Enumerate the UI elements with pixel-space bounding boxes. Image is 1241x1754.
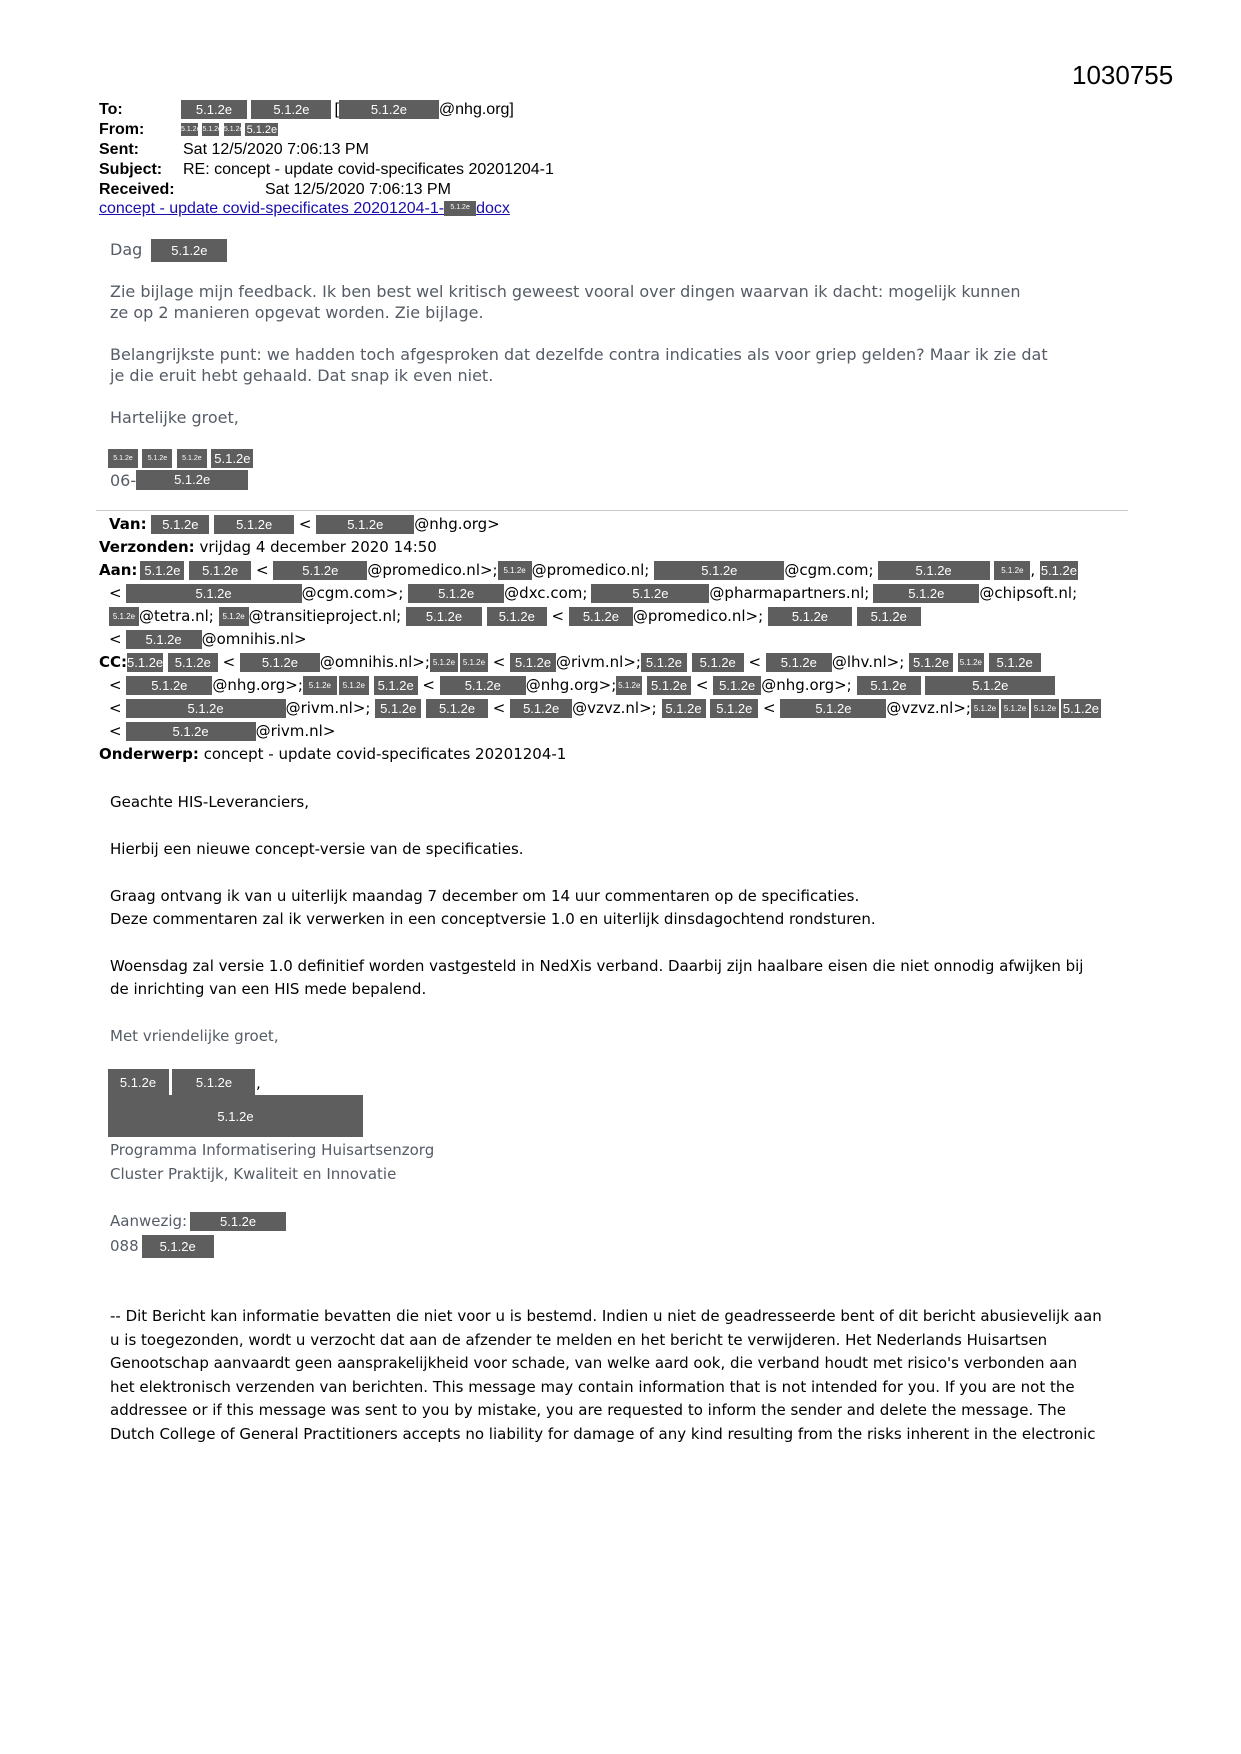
message-salutation: Geachte HIS-Leveranciers, bbox=[110, 793, 309, 811]
redaction: 5.1.2e bbox=[487, 607, 547, 626]
redaction: 5.1.2e bbox=[989, 653, 1041, 672]
aanwezig-line bbox=[110, 1211, 286, 1231]
address-domain: @chipsoft.nl; bbox=[979, 584, 1078, 602]
greeting-text: Dag bbox=[110, 240, 143, 259]
phone-prefix: 088 bbox=[110, 1237, 139, 1255]
redaction: 5.1.2e bbox=[140, 561, 184, 580]
disclaimer-line: addressee or if this message was sent to you by mistake, you are requested to inform the sender and delete the message. The bbox=[110, 1401, 1066, 1419]
text-line: Graag ontvang ik van u uiterlijk maandag 7 december om 14 uur commentaren op de specificaties. bbox=[110, 887, 860, 905]
subject-label: Subject: bbox=[99, 161, 163, 178]
redaction: 5.1.2e bbox=[768, 607, 852, 626]
redaction: 5.1.2e bbox=[214, 515, 294, 534]
redaction: 5.1.2e bbox=[1040, 563, 1077, 578]
reply-greeting bbox=[110, 239, 227, 262]
redaction: 5.1.2e bbox=[126, 630, 202, 649]
redaction: 5.1.2e bbox=[406, 607, 482, 626]
redaction: 5.1.2e bbox=[766, 653, 832, 672]
redaction: 5.1.2e bbox=[168, 653, 218, 672]
redaction: 5.1.2e bbox=[780, 699, 886, 718]
to-line: To: 5.1.2e 5.1.2e [ 5.1.2e @nhg.org] bbox=[99, 101, 514, 118]
disclaimer bbox=[110, 1305, 1102, 1446]
redaction: 5.1.2e bbox=[426, 699, 488, 718]
redaction: 5.1.2e bbox=[591, 584, 709, 603]
redaction: 5.1.2e bbox=[211, 449, 253, 468]
address-domain: @omnihis.nl> bbox=[201, 630, 307, 648]
address-domain: @rivm.nl>; bbox=[285, 699, 371, 717]
sent-value: Sat 12/5/2020 7:06:13 PM bbox=[183, 141, 369, 158]
redaction: 5.1.2e bbox=[408, 584, 504, 603]
redaction: 5.1.2e bbox=[873, 584, 979, 603]
address-domain: @cgm.com>; bbox=[301, 584, 404, 602]
address-domain: @nhg.org>; bbox=[525, 676, 617, 694]
redaction: 5.1.2e bbox=[151, 239, 227, 262]
message-paragraph-2 bbox=[110, 886, 876, 929]
address-domain: @nhg.org>; bbox=[212, 676, 303, 694]
redaction: 5.1.2e bbox=[710, 699, 758, 718]
sent-label: Sent: bbox=[99, 141, 139, 158]
redaction: 5.1.2e bbox=[110, 1072, 166, 1094]
address-domain: @transitieproject.nl; bbox=[248, 607, 402, 625]
redaction: 5.1.2e bbox=[460, 653, 488, 672]
aan-label: Aan: bbox=[99, 561, 138, 579]
address-domain: @promedico.nl>; bbox=[632, 607, 764, 625]
onderwerp-value: concept - update covid-specificates 20201204-1 bbox=[203, 745, 567, 763]
address-domain: @cgm.com; bbox=[784, 561, 874, 579]
signature-comma: , bbox=[256, 1074, 261, 1092]
redaction: 5.1.2e bbox=[654, 561, 784, 580]
text-line: Belangrijkste punt: we hadden toch afgesproken dat dezelfde contra indicaties als voor griep gelden? Maar ik zie dat bbox=[110, 345, 1048, 364]
reply-paragraph-1 bbox=[110, 281, 1021, 323]
redaction: 5.1.2e bbox=[273, 561, 367, 580]
redaction: 5.1.2e bbox=[1062, 701, 1100, 716]
redaction: 5.1.2e bbox=[181, 123, 198, 136]
redaction: 5.1.2e bbox=[126, 722, 256, 741]
redaction: 5.1.2e bbox=[189, 561, 251, 580]
sent-line bbox=[99, 140, 369, 160]
text-line: je die eruit hebt gehaald. Dat snap ik even niet. bbox=[110, 366, 494, 385]
address-domain: @vzvz.nl>; bbox=[886, 699, 971, 717]
address-domain: @pharmapartners.nl; bbox=[709, 584, 870, 602]
redaction: 5.1.2e bbox=[374, 676, 418, 695]
redaction: 5.1.2e bbox=[925, 676, 1055, 695]
cc-line-4: < 5.1.2e @rivm.nl> bbox=[109, 722, 336, 740]
redaction: 5.1.2e bbox=[224, 123, 241, 136]
received-line bbox=[99, 180, 451, 200]
redaction: 5.1.2e bbox=[195, 1075, 233, 1090]
reply-closing: Hartelijke groet, bbox=[110, 408, 239, 427]
redaction: 5.1.2e bbox=[958, 653, 984, 672]
redaction: 5.1.2e bbox=[909, 653, 953, 672]
message-paragraph-3 bbox=[110, 956, 1083, 999]
redaction: 5.1.2e bbox=[126, 676, 212, 695]
reply-signature-name bbox=[108, 449, 253, 468]
signature-org-2: Cluster Praktijk, Kwaliteit en Innovatie bbox=[110, 1165, 397, 1183]
text-line: Woensdag zal versie 1.0 definitief worden vastgesteld in NedXis verband. Daarbij zijn haalbare eisen die niet onnodig afwijken bij bbox=[110, 957, 1084, 975]
redaction: 5.1.2e bbox=[240, 653, 320, 672]
subject-line bbox=[99, 160, 554, 180]
redaction: 5.1.2e bbox=[569, 607, 633, 626]
address-domain: @omnihis.nl>; bbox=[319, 653, 430, 671]
attachment-extension[interactable]: docx bbox=[476, 200, 510, 217]
subject-value: RE: concept - update covid-specificates 20201204-1 bbox=[183, 161, 554, 178]
redaction-gap bbox=[255, 1069, 363, 1095]
cc-line-3: < 5.1.2e @rivm.nl>; 5.1.2e 5.1.2e < 5.1.2e @vzvz.nl>; 5.1.2e 5.1.2e < 5.1.2e @vzvz.nl>; 5.1.2e 5.1.2e 5.1.2e 5.1.2e bbox=[109, 699, 1100, 717]
aan-line-3: 5.1.2e @tetra.nl; 5.1.2e @transitieproject.nl; 5.1.2e 5.1.2e < 5.1.2e @promedico.nl>; 5.1.2e 5.1.2e bbox=[109, 605, 921, 628]
redaction: 5.1.2e bbox=[108, 449, 138, 468]
attachment-link[interactable] bbox=[99, 200, 510, 218]
redaction: 5.1.2e bbox=[142, 1235, 214, 1258]
redaction: 5.1.2e bbox=[444, 201, 476, 216]
redaction: 5.1.2e bbox=[510, 653, 556, 672]
redaction: 5.1.2e bbox=[857, 607, 921, 626]
signature-phone bbox=[110, 1235, 214, 1258]
redaction: 5.1.2e bbox=[177, 449, 207, 468]
redaction: 5.1.2e bbox=[339, 100, 439, 119]
redaction: 5.1.2e bbox=[1031, 699, 1059, 718]
redaction: 5.1.2e bbox=[126, 699, 286, 718]
redaction: 5.1.2e bbox=[994, 561, 1030, 580]
redaction: 5.1.2e bbox=[151, 515, 209, 534]
redaction: 5.1.2e bbox=[878, 561, 990, 580]
redaction: 5.1.2e bbox=[127, 655, 164, 670]
disclaimer-line: -- Dit Bericht kan informatie bevatten die niet voor u is bestemd. Indien u niet de geadresseerde bent of dit bericht abusievelijk aan bbox=[110, 1307, 1102, 1325]
van-line: Van: 5.1.2e 5.1.2e < 5.1.2e @nhg.org> bbox=[109, 515, 500, 533]
disclaimer-line: u is toegezonden, wordt u verzocht dat aan de afzender te melden en het bericht te verwijderen. Het Nederlands Huisartsen bbox=[110, 1330, 1048, 1349]
redaction: 5.1.2e bbox=[316, 515, 414, 534]
redaction: 5.1.2e bbox=[510, 699, 572, 718]
redaction: 5.1.2e bbox=[181, 100, 247, 119]
received-label: Received: bbox=[99, 181, 175, 198]
address-domain: @lhv.nl>; bbox=[831, 653, 905, 671]
received-value: Sat 12/5/2020 7:06:13 PM bbox=[265, 181, 451, 198]
message-closing: Met vriendelijke groet, bbox=[110, 1027, 279, 1045]
aan-line-1: Aan: 5.1.2e 5.1.2e < 5.1.2e @promedico.nl>; 5.1.2e @promedico.nl; 5.1.2e @cgm.com; 5.1.2e 5.1.2e , 5.1.2e bbox=[99, 561, 1077, 579]
redaction: 5.1.2e bbox=[1001, 699, 1029, 718]
document-number: 1030755 bbox=[1072, 60, 1174, 90]
cc-line-1: CC:5.1.2e 5.1.2e < 5.1.2e @omnihis.nl>; 5.1.2e 5.1.2e < 5.1.2e @rivm.nl>; 5.1.2e 5.1.2e < 5.1.2e @lhv.nl>; 5.1.2e 5.1.2e 5.1.2e bbox=[99, 651, 1041, 674]
redaction: 5.1.2e bbox=[498, 561, 532, 580]
aan-line-4: < 5.1.2e @omnihis.nl> bbox=[109, 630, 307, 648]
address-domain: @rivm.nl> bbox=[255, 722, 336, 740]
redaction: 5.1.2e bbox=[136, 470, 248, 490]
redaction: 5.1.2e bbox=[647, 676, 691, 695]
from-label: From: bbox=[99, 121, 145, 138]
redaction: 5.1.2e bbox=[616, 676, 642, 695]
verzonden-line bbox=[99, 536, 437, 559]
redaction: 5.1.2e bbox=[190, 1212, 286, 1231]
redaction: 5.1.2e bbox=[971, 699, 999, 718]
to-domain: @nhg.org] bbox=[438, 101, 514, 118]
address-domain: @rivm.nl>; bbox=[556, 653, 641, 671]
aanwezig-label: Aanwezig: bbox=[110, 1212, 188, 1230]
redaction: 5.1.2e bbox=[692, 653, 744, 672]
redaction: 5.1.2e bbox=[641, 653, 687, 672]
redaction: 5.1.2e bbox=[202, 123, 219, 136]
verzonden-label: Verzonden: bbox=[99, 538, 195, 556]
redaction: 5.1.2e bbox=[713, 676, 761, 695]
redaction: 5.1.2e bbox=[109, 607, 139, 626]
van-domain: @nhg.org> bbox=[414, 515, 500, 533]
disclaimer-line: Genootschap aanvaardt geen aansprakelijkheid voor schade, van welke aard ook, die verband houdt met risico's verbonden aan bbox=[110, 1354, 1078, 1372]
reply-paragraph-2 bbox=[110, 344, 1048, 386]
redaction: 5.1.2e bbox=[440, 676, 526, 695]
redaction: 5.1.2e bbox=[142, 449, 172, 468]
aan-line-2: < 5.1.2e @cgm.com>; 5.1.2e @dxc.com; 5.1.2e @pharmapartners.nl; 5.1.2e @chipsoft.nl; bbox=[109, 584, 1078, 602]
onderwerp-line bbox=[99, 743, 566, 766]
divider bbox=[96, 510, 1128, 511]
message-paragraph-1: Hierbij een nieuwe concept-versie van de specificaties. bbox=[110, 840, 524, 858]
redaction: 5.1.2e bbox=[251, 100, 331, 119]
verzonden-value: vrijdag 4 december 2020 14:50 bbox=[199, 538, 437, 556]
address-domain: @promedico.nl; bbox=[531, 561, 650, 579]
redaction: 5.1.2e bbox=[430, 653, 458, 672]
text-line: Zie bijlage mijn feedback. Ik ben best wel kritisch geweest vooral over dingen waarvan ik dacht: mogelijk kunnen bbox=[110, 282, 1021, 301]
address-domain: @promedico.nl>; bbox=[367, 561, 498, 579]
redaction: 5.1.2e bbox=[339, 676, 369, 695]
cc-line-2: < 5.1.2e @nhg.org>; 5.1.2e 5.1.2e 5.1.2e < 5.1.2e @nhg.org>; 5.1.2e 5.1.2e < 5.1.2e @nhg.org>; 5.1.2e 5.1.2e bbox=[109, 674, 1055, 697]
redaction: 5.1.2e bbox=[303, 676, 337, 695]
disclaimer-line: Dutch College of General Practitioners accepts no liability for damage of any kind resulting from the risks inherent in the electronic bbox=[110, 1424, 1096, 1443]
reply-phone bbox=[110, 470, 248, 491]
redaction: 5.1.2e bbox=[219, 607, 249, 626]
onderwerp-label: Onderwerp: bbox=[99, 745, 199, 763]
cc-label: CC: bbox=[99, 653, 128, 671]
address-domain: @nhg.org>; bbox=[761, 676, 852, 694]
to-label: To: bbox=[99, 101, 123, 118]
text-line: de inrichting van een HIS mede bepalend. bbox=[110, 980, 427, 998]
phone-prefix: 06- bbox=[110, 471, 137, 490]
redaction: 5.1.2e bbox=[217, 1109, 254, 1124]
redaction: 5.1.2e bbox=[246, 124, 278, 137]
address-domain: @tetra.nl; bbox=[139, 607, 214, 625]
signature-org-1: Programma Informatisering Huisartsenzorg bbox=[110, 1141, 435, 1159]
disclaimer-line: het elektronisch verzenden van berichten. This message may contain information that is not intended for you. If you are not the bbox=[110, 1377, 1075, 1396]
redaction-divider bbox=[169, 1069, 172, 1095]
from-line bbox=[99, 120, 278, 140]
redaction: 5.1.2e bbox=[126, 584, 302, 603]
attachment-name[interactable]: concept - update covid-specificates 20201204-1- bbox=[99, 200, 445, 217]
text-line: ze op 2 manieren opgevat worden. Zie bijlage. bbox=[110, 303, 484, 322]
redaction: 5.1.2e bbox=[375, 699, 421, 718]
redaction: 5.1.2e bbox=[662, 699, 706, 718]
address-domain: @vzvz.nl>; bbox=[572, 699, 657, 717]
address-domain: @dxc.com; bbox=[504, 584, 588, 602]
text-line: Deze commentaren zal ik verwerken in een conceptversie 1.0 en uiterlijk dinsdagochtend rondsturen. bbox=[110, 910, 876, 928]
van-label: Van: bbox=[109, 515, 147, 533]
redaction: 5.1.2e bbox=[857, 676, 921, 695]
